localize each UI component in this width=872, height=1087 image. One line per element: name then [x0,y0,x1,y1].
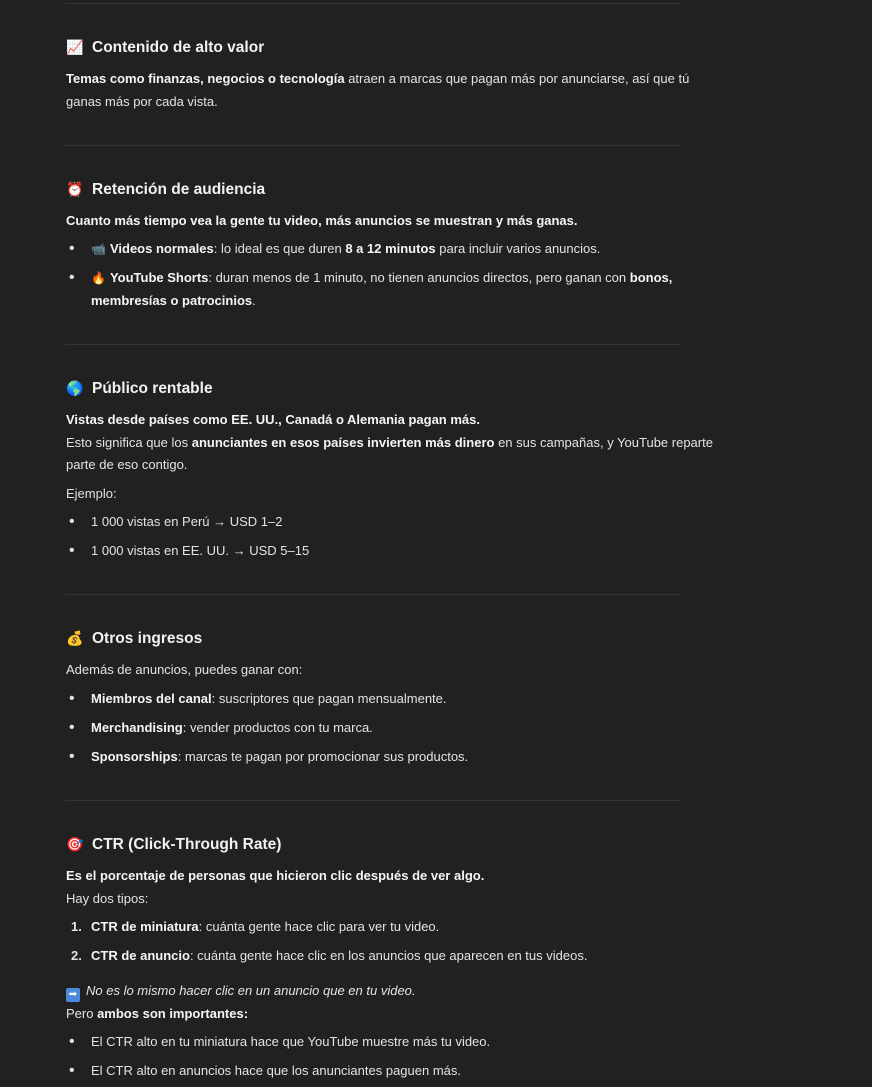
bullet: • [69,269,75,286]
fire-icon: 🔥 [91,271,106,285]
paragraph: Temas como finanzas, negocios o tecnología atraen a marcas que pagan más por anunciarse, así que tú ganas más por cada vista. [66,71,690,109]
money-bag-icon: 💰 [66,630,84,646]
paragraph: Además de anuncios, puedes ganar con: [66,662,303,677]
bullet: • [69,719,75,736]
heading-ctr: 🎯 CTR (Click-Through Rate) [66,836,282,853]
bullet: • [69,513,75,530]
divider [65,3,680,4]
bullet: • [69,1062,75,1079]
divider [65,344,680,345]
globe-icon: 🌎 [66,380,84,396]
chat-document: 📈 Contenido de alto valor Temas como finanzas, negocios o tecnología atraen a marcas que pagan más por anunciarse, así que tú ganas más por cada vista. ⏰ Retención de audiencia Cuanto más tiempo vea la gente tu video, más anuncios se muestran y más ganas. • 📹 Videos normales: lo ideal es que duren 8 a 12 minutos para incluir varios anuncios. • 🔥 YouTube Shorts: duran menos de 1 minuto, no tienen anuncios directos, pero ganan con bonos, membresías o patrocinios. 🌎 Público rentable Vistas desde países como EE. UU., Canadá o Alemania pagan más. Esto significa que los anunciantes en esos países invierten más dinero en sus campañas, y YouTube reparte parte de eso contigo. Ejemplo: • 1 000 vistas en Perú → USD 1–2 • 1 000 vistas en EE. UU. → USD 5–15 💰 Otros ingresos Además de anuncios, puedes ganar con: • Miembros del canal: suscriptores que pagan mensualmente. • Merchandising: vender productos con tu marca. • Sponsorships: marcas te pagan por promocionar sus productos. 🎯 CTR (Click-Through Rate) Es el porcentaje de personas que hicieron clic después de ver algo. Hay dos tipos: 1. CTR de miniatura: cuánta gente hace clic para ver tu video. 2. CTR de anuncio: cuánta gente hace clic en los anuncios que aparecen en tus videos. ➡ No es lo mismo hacer clic en un anuncio que en tu video. Pero ambos son importantes: • El CTR alto en tu miniatura hace que YouTube muestre más tu video. • El CTR alto en anuncios hace que los anunciantes paguen más. [0,0,872,1087]
heading-contenido-alto-valor: 📈 Contenido de alto valor [66,39,265,56]
bullet: • [69,542,75,559]
divider [65,800,680,801]
divider [65,145,680,146]
bullet: • [69,690,75,707]
bullet: • [69,1033,75,1050]
paragraph: Vistas desde países como EE. UU., Canadá o Alemania pagan más. Esto significa que los anunciantes en esos países invierten más dinero en sus campañas, y YouTube reparte parte de eso contigo. [66,412,713,472]
heading-retencion-audiencia: ⏰ Retención de audiencia [66,181,266,198]
target-icon: 🎯 [66,836,84,852]
bullet: • [69,748,75,765]
video-camera-icon: 📹 [91,242,106,256]
heading-publico-rentable: 🌎 Público rentable [66,380,213,397]
divider [65,594,680,595]
paragraph: ➡ No es lo mismo hacer clic en un anuncio que en tu video. Pero ambos son importantes: [66,983,416,1021]
chart-up-icon: 📈 [66,39,84,55]
alarm-clock-icon: ⏰ [66,181,84,197]
paragraph: Ejemplo: [66,486,117,501]
heading-otros-ingresos: 💰 Otros ingresos [66,630,203,647]
bullet: • [69,240,75,257]
arrow-right-icon: ➡ [66,988,80,1002]
paragraph: Es el porcentaje de personas que hicieron clic después de ver algo. Hay dos tipos: [66,868,485,906]
paragraph: Cuanto más tiempo vea la gente tu video, más anuncios se muestran y más ganas. [66,213,578,228]
